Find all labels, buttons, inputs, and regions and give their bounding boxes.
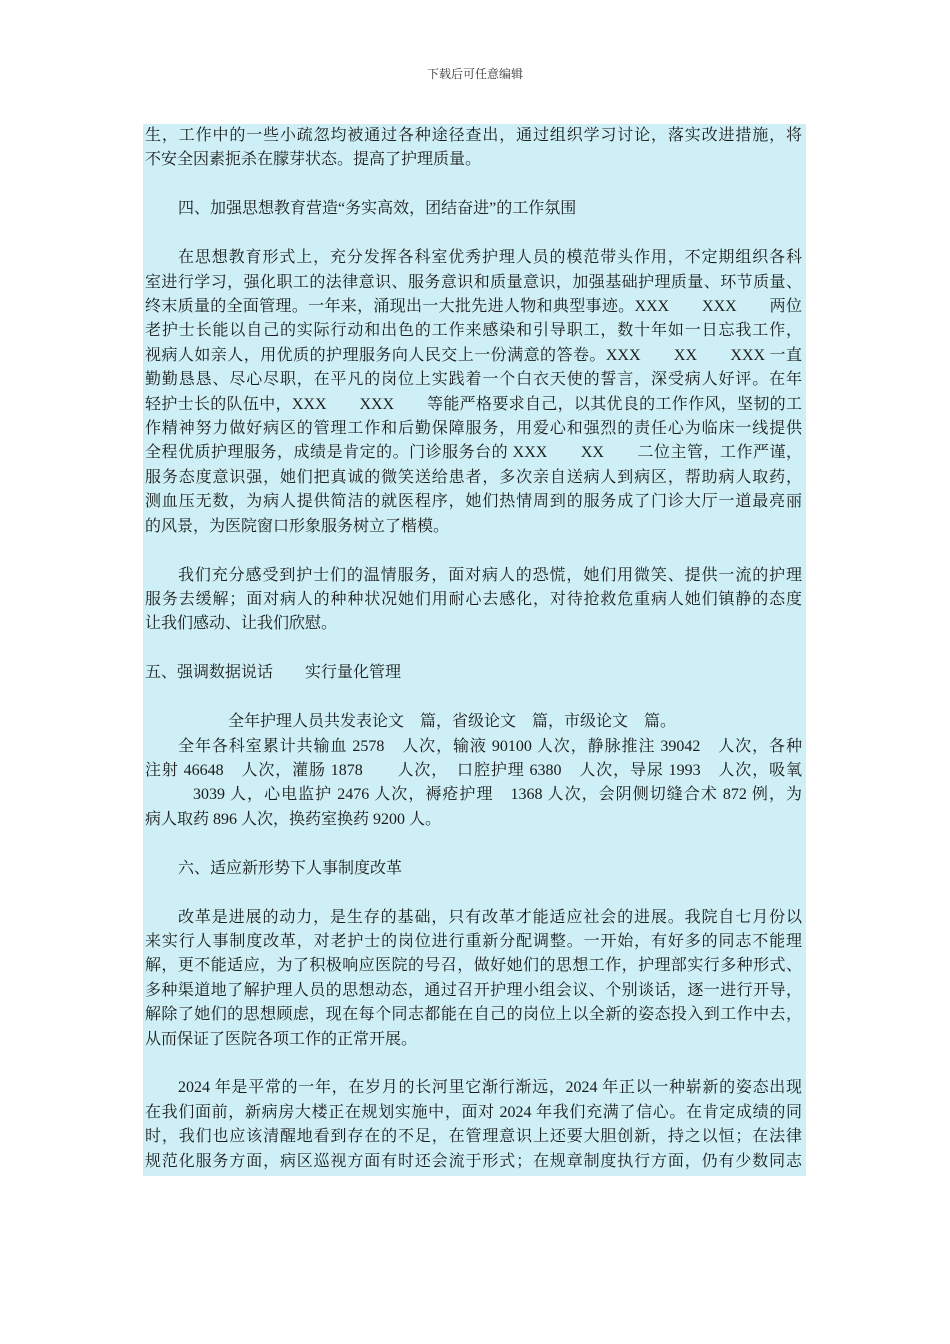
text-line: 作精神努力做好病区的管理工作和后勤保障服务，用爱心和强烈的责任心为临床一线提供 <box>145 420 802 438</box>
text-line: 服务态度意识强，她们把真诚的微笑送给患者，多次亲自送病人到病区，帮助病人取药， <box>145 468 802 486</box>
text-line: 改革是进展的动力，是生存的基础，只有改革才能适应社会的进展。我院自七月份以 <box>178 908 802 926</box>
text-line: 解除了她们的思想顾虑，现在每个同志都能在自己的岗位上以全新的姿态投入到工作中去， <box>145 1006 802 1024</box>
text-line: 室进行学习，强化职工的法律意识、服务意识和质量意识，加强基础护理质量、环节质量、 <box>145 273 802 291</box>
section-heading-5 <box>143 661 806 685</box>
paragraph-personnel-reform <box>143 906 806 1053</box>
heading-text: 四、加强思想教育营造“务实高效，团结奋进”的工作氛围 <box>178 200 577 218</box>
text-line: 让我们感动、让我们欣慰。 <box>145 615 338 633</box>
text-line: 轻护士长的队伍中，XXX XXX 等能严格要求自己，以其优良的工作作风，坚韧的工 <box>145 395 802 413</box>
text-line: 时，我们也应该清醒地看到存在的不足，在管理意识上还要大胆创新，持之以恒；在法律 <box>145 1128 802 1146</box>
text-line: 勤勤恳恳、尽心尽职，在平凡的岗位上实践着一个白衣天使的誓言，深受病人好评。在年 <box>145 371 802 389</box>
text-line: 规范化服务方面，病区巡视方面有时还会流于形式；在规章制度执行方面，仍有少数同志 <box>145 1152 802 1170</box>
text-line: 来实行人事制度改革，对老护士的岗位进行重新分配调整。一开始，有好多的同志不能理 <box>145 932 802 950</box>
text-line: 生，工作中的一些小疏忽均被通过各种途径查出，通过组织学习讨论，落实改进措施，将 <box>145 127 802 144</box>
paragraph-continuation <box>143 124 806 173</box>
text-line: 从而保证了医院各项工作的正常开展。 <box>145 1030 418 1048</box>
text-line: 测血压无数，为病人提供简洁的就医程序，她们热情周到的服务成了门诊大厅一道最亮丽 <box>145 493 802 511</box>
text-line: 视病人如亲人，用优质的护理服务向人民交上一份满意的答卷。XXX XX XXX 一直 <box>145 346 802 364</box>
paragraph-statistics <box>143 710 806 832</box>
document-body <box>143 124 806 1176</box>
text-line: 2024 年是平常的一年，在岁月的长河里它渐行渐远，2024 年正以一种崭新的姿态出现 <box>178 1079 802 1097</box>
text-line: 的风景，为医院窗口形象服务树立了楷模。 <box>145 517 450 535</box>
page-header-note: 下载后可任意编辑 <box>426 67 523 81</box>
text-line: 注射 46648 人次，灌肠 1878 人次， 口腔护理 6380 人次，导尿 1993 人次，吸氧 <box>145 761 802 779</box>
heading-text: 五、强调数据说话 实行量化管理 <box>145 664 402 682</box>
text-line: 病人取药 896 人次，换药室换药 9200 人。 <box>145 810 442 828</box>
text-line: 多种渠道地了解护理人员的思想动态，通过召开护理小组会议、个别谈话，逐一进行开导， <box>145 981 802 999</box>
paragraph-role-models <box>143 246 806 539</box>
text-line: 在我们面前，新病房大楼正在规划实施中，面对 2024 年我们充满了信心。在肯定成绩的同 <box>145 1103 802 1121</box>
text-line: 解，更不能适应，为了积极响应医院的号召，做好她们的思想工作，护理部实行多种形式、 <box>145 957 802 975</box>
section-heading-4 <box>143 197 806 221</box>
text-line: 3039 人，心电监护 2476 人次，褥疮护理 1368 人次，会阴侧切缝合术 872 例，为 <box>193 786 802 804</box>
text-line: 全年护理人员共发表论文 篇，省级论文 篇，市级论文 篇。 <box>228 713 677 731</box>
text-line: 我们充分感受到护士们的温情服务，面对病人的恐慌，她们用微笑、提供一流的护理 <box>178 566 802 584</box>
text-line: 不安全因素扼杀在朦芽状态。提高了护理质量。 <box>145 151 482 169</box>
text-line: 老护士长能以自己的实际行动和出色的工作来感染和引导职工，数十年如一日忘我工作， <box>145 322 802 340</box>
text-line: 全年各科室累计共输血 2578 人次，输液 90100 人次，静脉推注 39042 人次，各种 <box>178 737 802 755</box>
text-line: 服务去缓解；面对病人的种种状况她们用耐心去感化，对待抢救危重病人她们镇静的态度 <box>145 591 802 609</box>
text-line: 终末质量的全面管理。一年来，涌现出一大批先进人物和典型事迹。XXX XXX 两位 <box>145 297 802 315</box>
heading-text: 六、适应新形势下人事制度改革 <box>178 859 403 877</box>
paragraph-warm-service <box>143 564 806 637</box>
text-line: 全程优质护理服务，成绩是肯定的。门诊服务台的 XXX XX 二位主管，工作严谨， <box>145 444 802 462</box>
section-heading-6 <box>143 857 806 881</box>
text-line: 在思想教育形式上，充分发挥各科室优秀护理人员的模范带头作用，不定期组织各科 <box>178 249 802 267</box>
paragraph-outlook <box>143 1076 806 1174</box>
